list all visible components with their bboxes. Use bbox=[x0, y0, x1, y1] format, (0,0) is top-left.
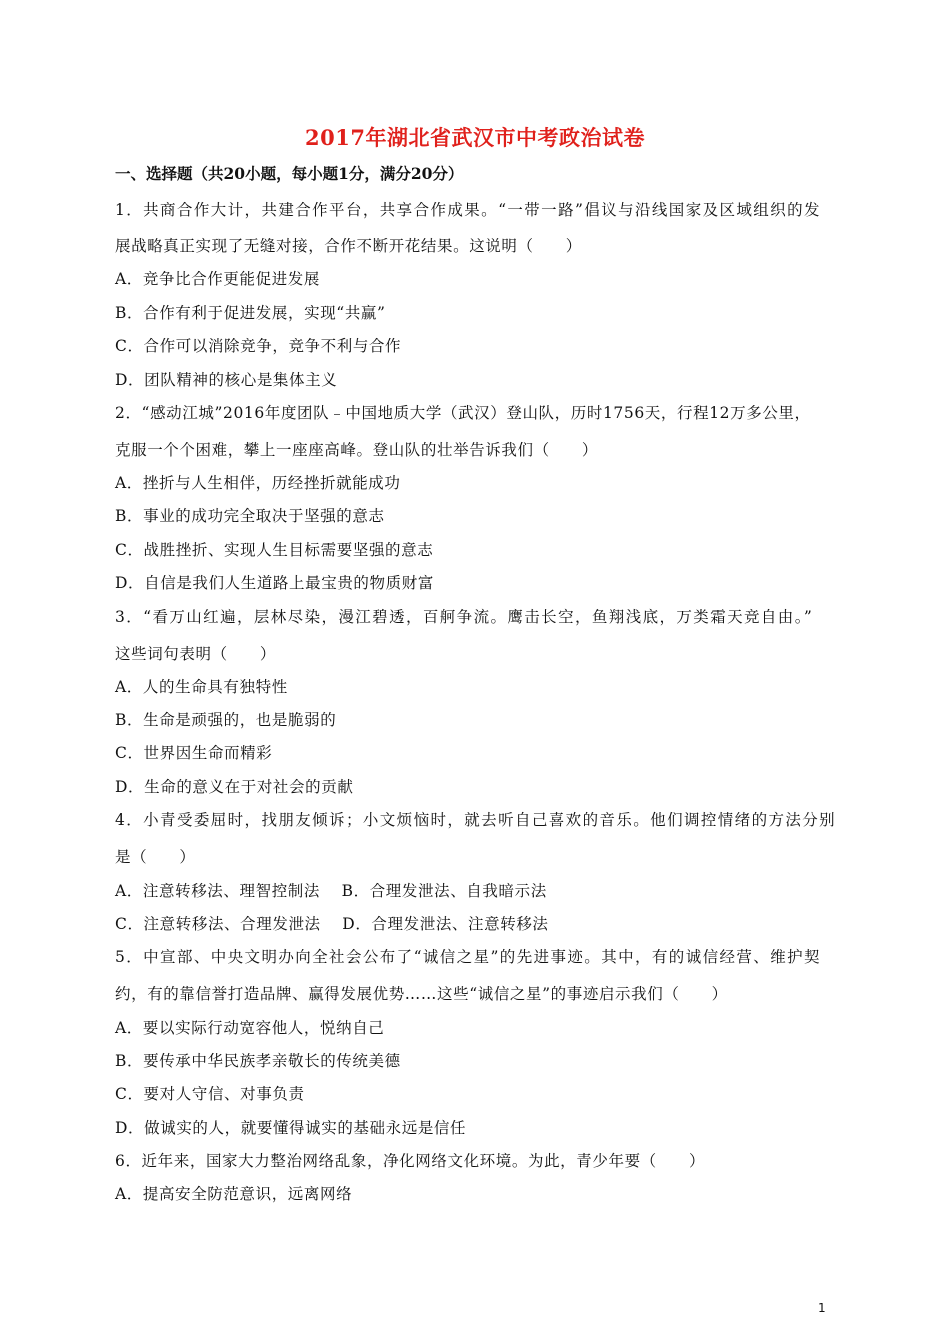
question-3-option-a: A．人的生命具有独特性 bbox=[115, 678, 288, 696]
question-2-line-2: 克服一个个困难，攀上一座座高峰。登山队的壮举告诉我们（ ） bbox=[115, 441, 599, 459]
question-2-line-1: 2．“感动江城”2016年度团队﹣中国地质大学（武汉）登山队，历时1756天，行程12万多公里， bbox=[115, 404, 811, 422]
question-6-line-1: 6．近年来，国家大力整治网络乱象，净化网络文化环境。为此，青少年要（ ） bbox=[115, 1152, 706, 1170]
question-2-option-d: D．自信是我们人生道路上最宝贵的物质财富 bbox=[115, 574, 434, 592]
question-2-option-b: B．事业的成功完全取决于坚强的意志 bbox=[115, 507, 385, 525]
question-2-option-c: C．战胜挫折、实现人生目标需要坚强的意志 bbox=[115, 541, 434, 559]
question-4-options-ab: A．注意转移法、理智控制法 B．合理发泄法、自我暗示法 bbox=[115, 882, 547, 900]
question-5-option-d: D．做诚实的人，就要懂得诚实的基础永远是信任 bbox=[115, 1119, 467, 1137]
question-4-options-cd: C．注意转移法、合理发泄法 D．合理发泄法、注意转移法 bbox=[115, 915, 549, 933]
question-5-option-a: A．要以实际行动宽容他人，悦纳自己 bbox=[115, 1019, 385, 1037]
question-1-option-b: B．合作有利于促进发展，实现“共赢” bbox=[115, 304, 386, 322]
page-number: 1 bbox=[818, 1301, 826, 1315]
question-6-option-a: A．提高安全防范意识，远离网络 bbox=[115, 1185, 353, 1203]
question-1-option-a: A．竞争比合作更能促进发展 bbox=[115, 270, 320, 288]
question-5-line-1: 5．中宣部、中央文明办向全社会公布了“诚信之星”的先进事迹。其中，有的诚信经营、维护契 bbox=[115, 948, 821, 966]
question-5-option-b: B．要传承中华民族孝亲敬长的传统美德 bbox=[115, 1052, 401, 1070]
question-4-line-1: 4．小青受委屈时，找朋友倾诉；小文烦恼时，就去听自己喜欢的音乐。他们调控情绪的方法分别 bbox=[115, 811, 837, 829]
question-5-option-c: C．要对人守信、对事负责 bbox=[115, 1085, 305, 1103]
question-3-line-2: 这些词句表明（ ） bbox=[115, 645, 277, 663]
question-3-option-c: C．世界因生命而精彩 bbox=[115, 744, 273, 762]
question-1-line-2: 展战略真正实现了无缝对接，合作不断开花结果。这说明（ ） bbox=[115, 237, 582, 255]
question-1-line-1: 1．共商合作大计，共建合作平台，共享合作成果。“一带一路”倡议与沿线国家及区域组织的发 bbox=[115, 201, 821, 219]
question-3-option-b: B．生命是顽强的，也是脆弱的 bbox=[115, 711, 337, 729]
question-3-option-d: D．生命的意义在于对社会的贡献 bbox=[115, 778, 354, 796]
question-1-option-d: D．团队精神的核心是集体主义 bbox=[115, 371, 338, 389]
section-heading: 一、选择题（共20小题，每小题1分，满分20分） bbox=[115, 164, 464, 183]
question-3-line-1: 3．“看万山红遍，层林尽染，漫江碧透，百舸争流。鹰击长空，鱼翔浅底，万类霜天竞自由。” bbox=[115, 608, 814, 626]
question-5-line-2: 约，有的靠信誉打造品牌、赢得发展优势……这些“诚信之星”的事迹启示我们（ ） bbox=[115, 985, 728, 1003]
exam-title: 2017年湖北省武汉市中考政治试卷 bbox=[305, 125, 645, 150]
question-4-line-2: 是（ ） bbox=[115, 848, 196, 866]
question-2-option-a: A．挫折与人生相伴，历经挫折就能成功 bbox=[115, 474, 401, 492]
question-1-option-c: C．合作可以消除竞争，竞争不利与合作 bbox=[115, 337, 402, 355]
